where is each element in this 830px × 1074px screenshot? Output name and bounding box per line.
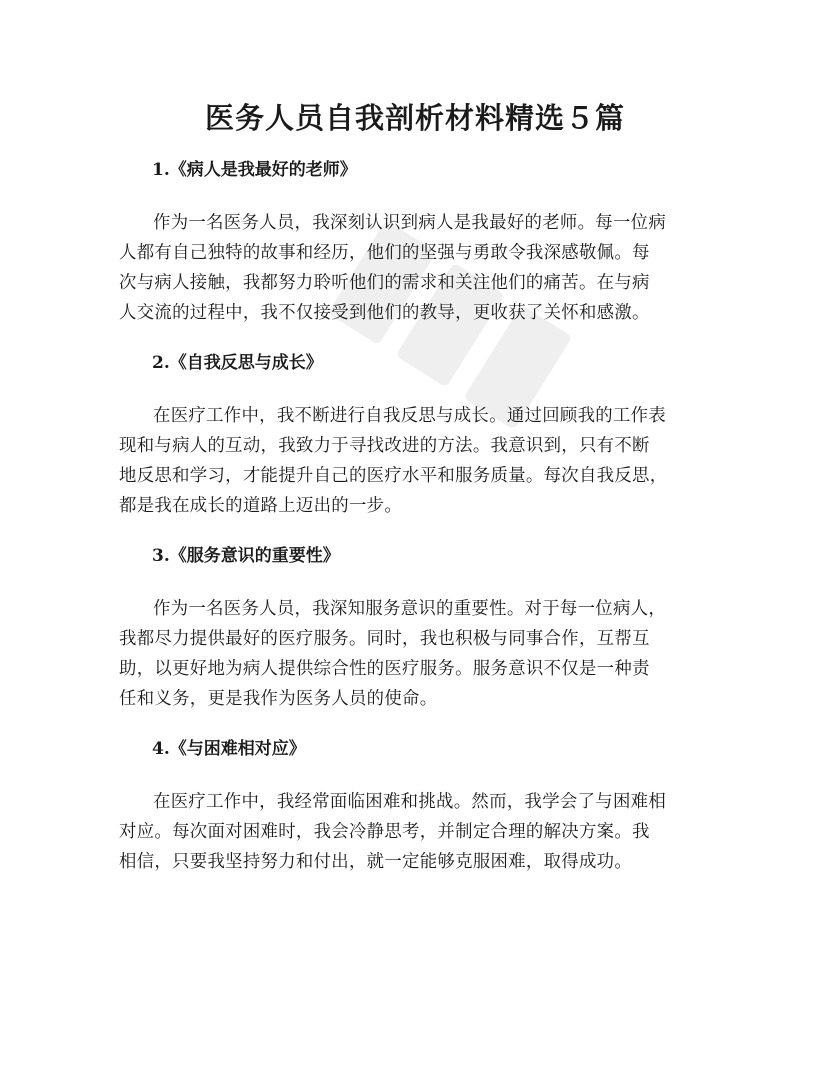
paragraph-line: 作为一名医务人员，我深知服务意识的重要性。对于每一位病人， [153, 599, 667, 619]
section-heading-2: 2.《自我反思与成长》 [152, 353, 323, 373]
paragraph-line: 在医疗工作中，我不断进行自我反思与成长。通过回顾我的工作表 [153, 406, 667, 426]
section-paragraph-2 [119, 401, 719, 521]
paragraph-line: 对应。每次面对困难时，我会冷静思考，并制定合理的解决方案。我 [119, 822, 650, 842]
paragraph-line: 任和义务，更是我作为医务人员的使命。 [119, 689, 438, 709]
document-title: 医务人员自我剖析材料精选５篇 [204, 101, 625, 135]
section-heading-1: 1.《病人是我最好的老师》 [152, 160, 357, 180]
section-paragraph-3 [119, 594, 719, 714]
section-heading-3: 3.《服务意识的重要性》 [152, 546, 340, 566]
paragraph-line: 相信，只要我坚持努力和付出，就一定能够克服困难，取得成功。 [119, 852, 633, 872]
paragraph-line: 都是我在成长的道路上迈出的一步。 [119, 496, 403, 516]
section-heading-4: 4.《与困难相对应》 [152, 739, 306, 759]
document-body [119, 150, 719, 877]
paragraph-line: 现和与病人的互动，我致力于寻找改进的方法。我意识到，只有不断 [119, 436, 650, 456]
paragraph-line: 次与病人接触，我都努力聆听他们的需求和关注他们的痛苦。在与病 [119, 273, 650, 293]
paragraph-line: 在医疗工作中，我经常面临困难和挑战。然而，我学会了与困难相 [153, 792, 667, 812]
paragraph-line: 我都尽力提供最好的医疗服务。同时，我也积极与同事合作，互帮互 [119, 629, 650, 649]
section-paragraph-4 [119, 787, 719, 877]
paragraph-line: 人都有自己独特的故事和经历，他们的坚强与勇敢令我深感敬佩。每 [119, 243, 650, 263]
paragraph-line: 地反思和学习，才能提升自己的医疗水平和服务质量。每次自我反思， [119, 466, 668, 486]
paragraph-line: 助，以更好地为病人提供综合性的医疗服务。服务意识不仅是一种责 [119, 659, 650, 679]
section-paragraph-1 [119, 208, 719, 328]
paragraph-line: 人交流的过程中，我不仅接受到他们的教导，更收获了关怀和感激。 [119, 303, 650, 323]
paragraph-line: 作为一名医务人员，我深刻认识到病人是我最好的老师。每一位病 [153, 213, 667, 233]
